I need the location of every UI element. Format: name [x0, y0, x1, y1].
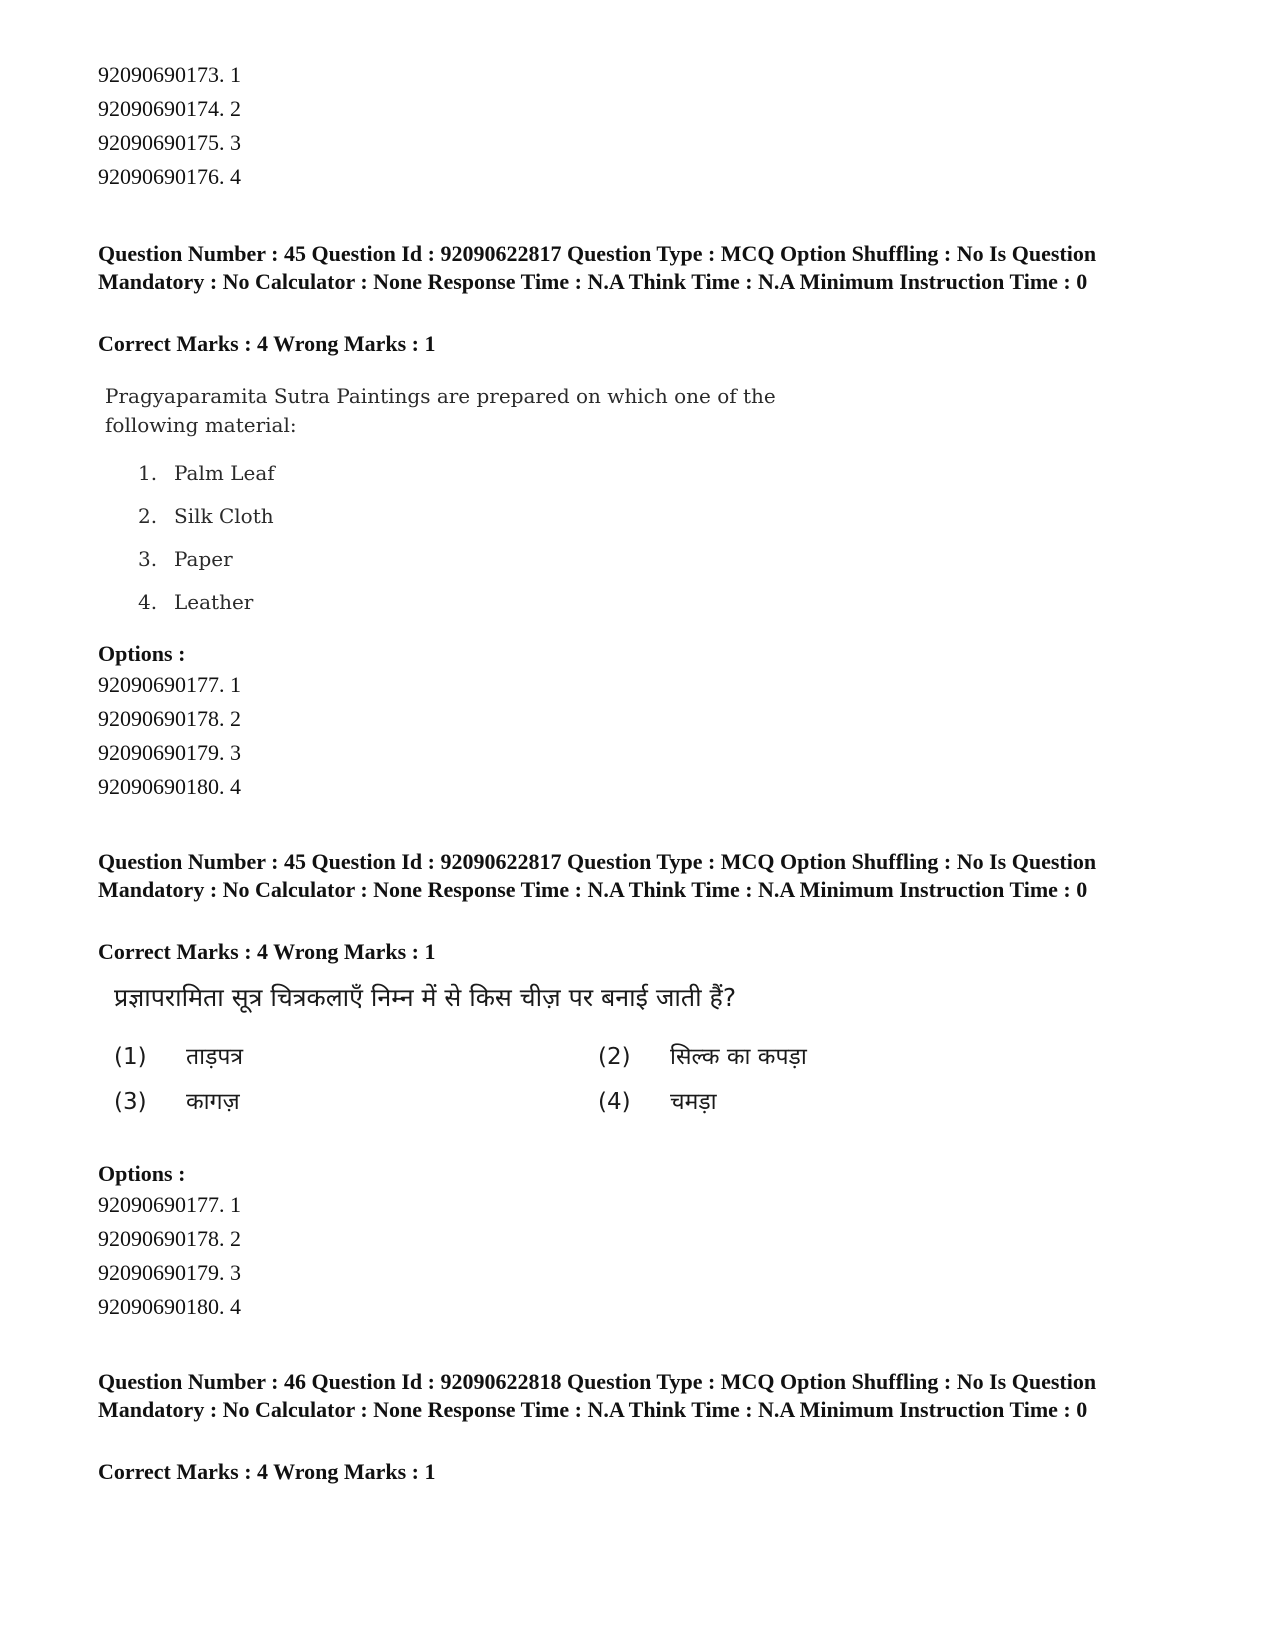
question-choice	[138, 589, 253, 615]
choice-number: (1)	[114, 1044, 147, 1070]
choice-text: Paper	[174, 547, 233, 571]
choice-number: (4)	[598, 1089, 631, 1115]
choice-number: 2.	[138, 504, 158, 528]
question-choice	[598, 1085, 717, 1119]
option-line: 92090690175. 3	[98, 130, 241, 155]
option-line: 92090690174. 2	[98, 96, 241, 121]
option-line: 92090690179. 3	[98, 1260, 241, 1285]
question-stem: प्रज्ञापरामिता सूत्र चित्रकलाएँ निम्न में से किस चीज़ पर बनाई जाती हैं?	[114, 983, 737, 1012]
choice-number: (3)	[114, 1089, 147, 1115]
choice-number: 3.	[138, 547, 158, 571]
question-header: Question Number : 46 Question Id : 92090622818 Question Type : MCQ Option Shuffling : No Is Question Mandatory : No Calculator : None Response Time : N.A Think Time : N.A Minimum Instruction Time : 0	[98, 1369, 1097, 1422]
choice-text: ताड़पत्र	[186, 1044, 244, 1070]
choice-text: कागज़	[186, 1089, 240, 1115]
option-line: 92090690178. 2	[98, 1226, 241, 1251]
option-line: 92090690178. 2	[98, 706, 241, 731]
marks-line: Correct Marks : 4 Wrong Marks : 1	[98, 331, 436, 356]
marks-line: Correct Marks : 4 Wrong Marks : 1	[98, 1459, 436, 1484]
option-line: 92090690180. 4	[98, 774, 241, 799]
question-header: Question Number : 45 Question Id : 92090622817 Question Type : MCQ Option Shuffling : No Is Question Mandatory : No Calculator : None Response Time : N.A Think Time : N.A Minimum Instruction Time : 0	[98, 241, 1097, 294]
question-choice	[114, 1040, 243, 1074]
choice-text: Leather	[174, 590, 254, 614]
choice-text: Silk Cloth	[174, 504, 274, 528]
options-label: Options :	[98, 1161, 186, 1186]
option-line: 92090690177. 1	[98, 1192, 241, 1217]
option-line: 92090690173. 1	[98, 62, 241, 87]
choice-text: Palm Leaf	[174, 461, 275, 485]
question-header: Question Number : 45 Question Id : 92090622817 Question Type : MCQ Option Shuffling : No Is Question Mandatory : No Calculator : None Response Time : N.A Think Time : N.A Minimum Instruction Time : 0	[98, 849, 1097, 902]
option-line: 92090690176. 4	[98, 164, 241, 189]
question-choice	[138, 546, 233, 572]
question-choice	[138, 460, 275, 486]
question-choice	[598, 1040, 807, 1074]
option-line: 92090690177. 1	[98, 672, 241, 697]
question-stem: Pragyaparamita Sutra Paintings are prepared on which one of the following material:	[105, 384, 776, 437]
choice-text: चमड़ा	[670, 1089, 717, 1115]
choice-number: (2)	[598, 1044, 631, 1070]
choice-text: सिल्क का कपड़ा	[670, 1044, 807, 1070]
question-choice	[138, 503, 274, 529]
option-line: 92090690180. 4	[98, 1294, 241, 1319]
option-line: 92090690179. 3	[98, 740, 241, 765]
choice-number: 4.	[138, 590, 158, 614]
marks-line: Correct Marks : 4 Wrong Marks : 1	[98, 939, 436, 964]
options-label: Options :	[98, 641, 186, 666]
choice-number: 1.	[138, 461, 158, 485]
question-choice	[114, 1085, 240, 1119]
